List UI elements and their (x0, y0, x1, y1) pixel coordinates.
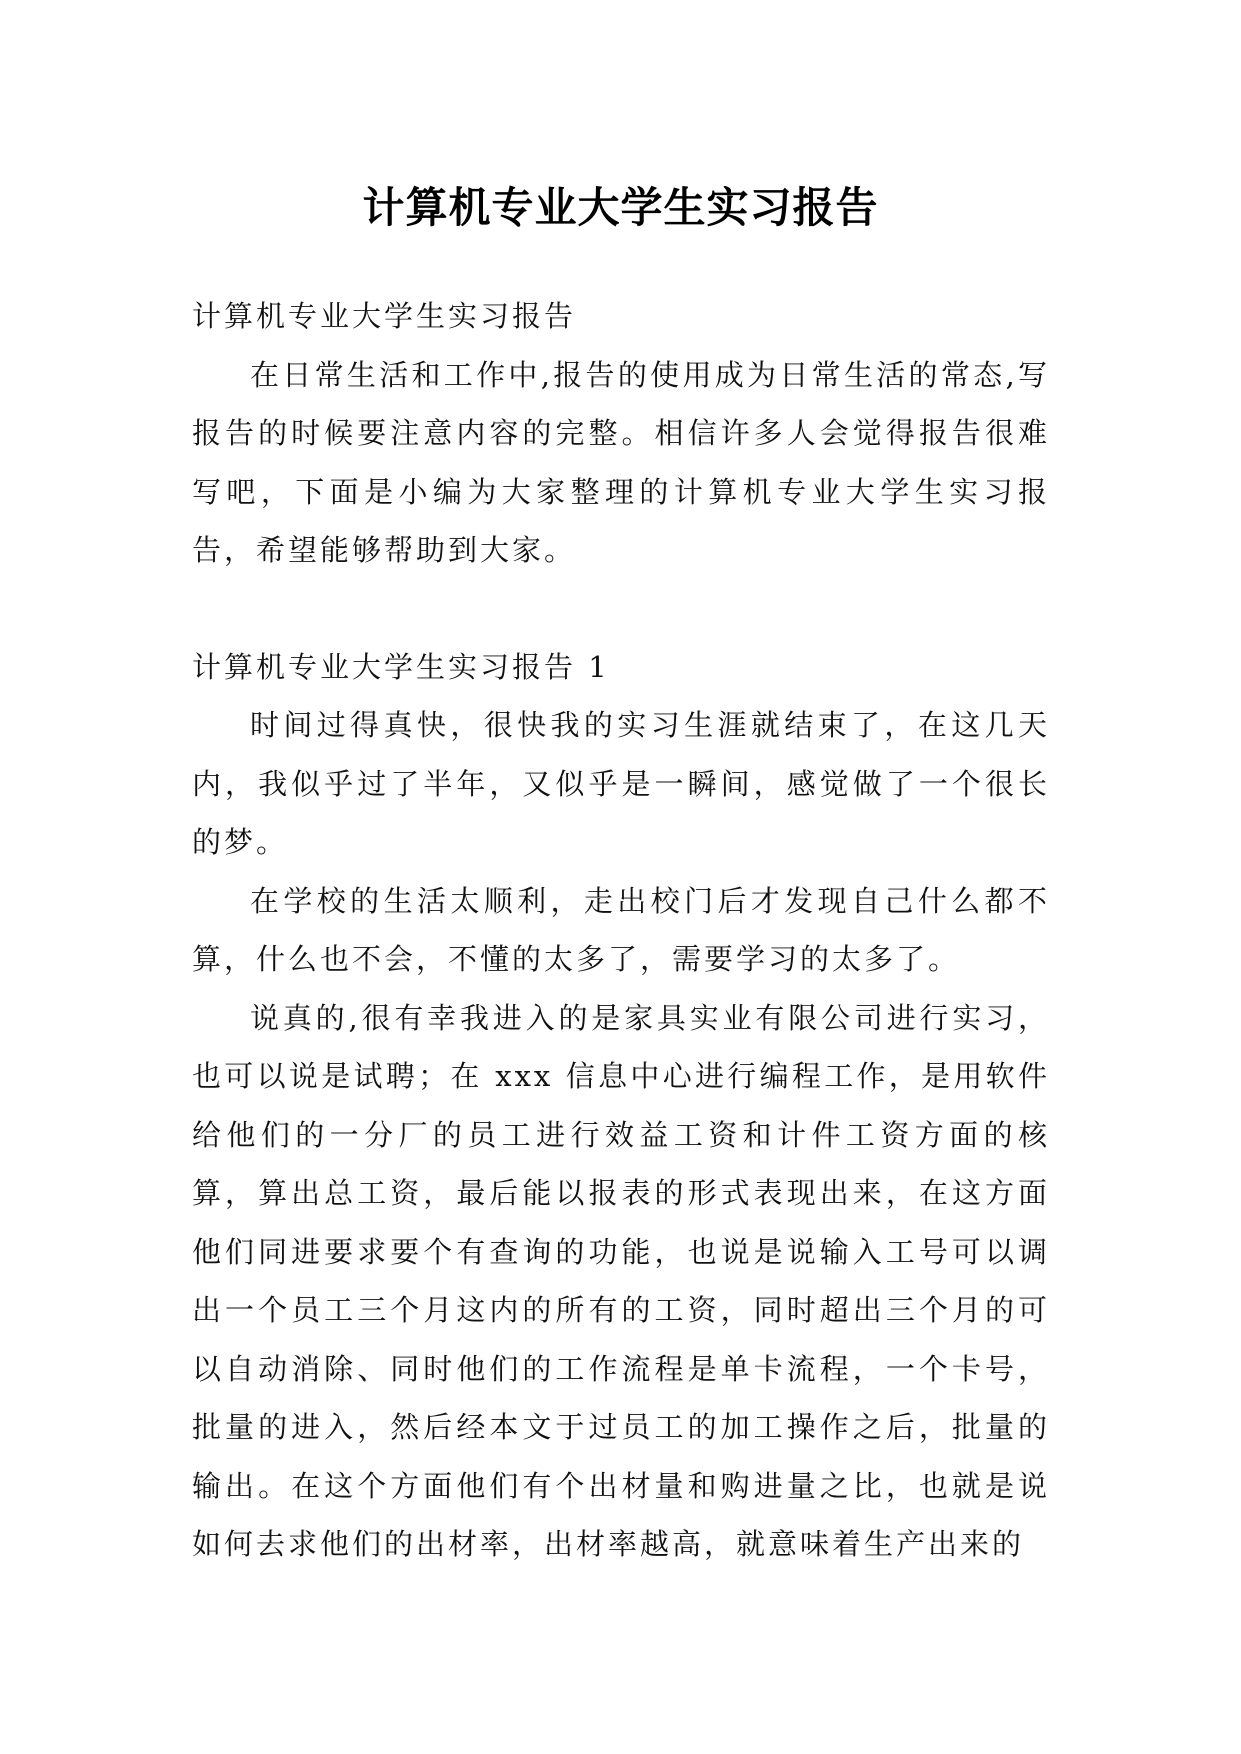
section1-heading: 计算机专业大学生实习报告 1 (192, 649, 610, 684)
document-body (192, 287, 1050, 1574)
section1-paragraph: 在学校的生活太顺利，走出校门后才发现自己什么都不算，什么也不会，不懂的太多了，需要学习的太多了。 (192, 883, 1050, 976)
document-title: 计算机专业大学生实习报告 (362, 183, 879, 233)
section-spacer (192, 580, 1050, 638)
section1-paragraph: 时间过得真快，很快我的实习生涯就结束了，在这几天内，我似乎过了半年，又似乎是一瞬间，感觉做了一个很长的梦。 (192, 708, 1050, 859)
intro-heading: 计算机专业大学生实习报告 (192, 299, 577, 333)
section1-paragraph: 说真的,很有幸我进入的是家具实业有限公司进行实习，也可以说是试聘；在 xxx 信息中心进行编程工作，是用软件给他们的一分厂的员工进行效益工资和计件工资方面的核算，算出总工资，最后能以报表的形式表现出来，在这方面他们同进要求要个有查询的功能，也说是说输入工号可以调出一个员工三个月这内的所有的工资，同时超出三个月的可以自动消除、同时他们的工作流程是单卡流程，一个卡号，批量的进入，然后经本文于过员工的加工操作之后，批量的输出。在这个方面他们有个出材量和购进量之比，也就是说如何去求他们的出材率，出材率越高，就意味着生产出来的 (192, 1000, 1050, 1561)
intro-paragraph: 在日常生活和工作中,报告的使用成为日常生活的常态,写报告的时候要注意内容的完整。相信许多人会觉得报告很难写吧，下面是小编为大家整理的计算机专业大学生实习报告，希望能够帮助到大家。 (192, 357, 1050, 567)
